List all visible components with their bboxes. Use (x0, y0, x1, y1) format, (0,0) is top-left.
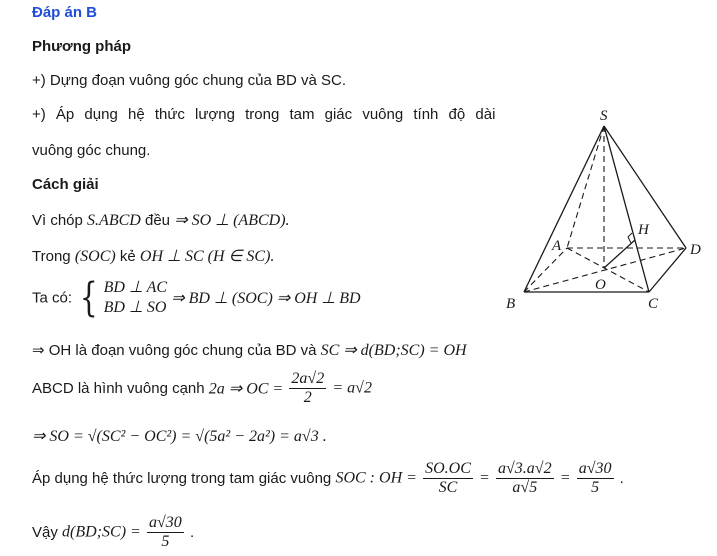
label-C: C (648, 296, 659, 312)
l5-math-a: 2a ⇒ OC = (208, 380, 284, 398)
label-D: D (690, 242, 701, 258)
solution-heading: Cách giải (32, 176, 99, 193)
l7-fraction-1 (423, 460, 473, 497)
edge-CD (649, 248, 686, 292)
l4-math: SC ⇒ d(BD;SC) = OH (320, 342, 467, 359)
edge-BA (524, 248, 567, 292)
l1-pyramid: S.ABCD (87, 212, 141, 229)
l3-math: ⇒ BD ⊥ (SOC) ⇒ OH ⊥ BD (171, 290, 361, 307)
edge-SC (604, 126, 649, 292)
l7-f3-num: a√30 (578, 460, 612, 477)
l7-math-a: SOC : OH = (335, 469, 417, 487)
l8-frac-den: 5 (161, 533, 170, 550)
pyramid-diagram (500, 100, 715, 320)
l3-system (76, 275, 168, 321)
l4-arrow: ⇒ (32, 342, 45, 359)
edge-SA (567, 126, 604, 248)
solution-line-8 (32, 514, 194, 551)
l7-fraction-3 (577, 460, 614, 497)
answer-title: Đáp án B (32, 4, 98, 21)
edge-SB (524, 126, 604, 292)
l5-frac-den: 2 (303, 389, 312, 406)
l6-math: ⇒ SO = √(SC² − OC²) = √(5a² − 2a²) = a√3 . (32, 428, 327, 445)
l7-f1-num: SO.OC (425, 460, 471, 477)
label-S: S (600, 108, 608, 124)
l8-fraction (147, 514, 184, 551)
solution-line-7 (32, 460, 624, 497)
l5-math-b: = a√2 (332, 379, 372, 397)
label-A: A (552, 238, 562, 254)
l8-frac-num: a√30 (148, 514, 182, 531)
solution-line-3 (32, 275, 361, 321)
l2-text: Trong (32, 248, 71, 265)
l1-text: Vì chóp (32, 212, 83, 229)
l7-text: Áp dụng hệ thức lượng trong tam giác vuông (32, 470, 332, 487)
solution-line-5 (32, 370, 372, 407)
label-H: H (638, 222, 649, 238)
diagonal-AC (567, 248, 649, 292)
period: . (189, 524, 195, 541)
l7-fraction-2 (496, 460, 554, 497)
method-heading: Phương pháp (32, 38, 132, 55)
l1-math: ⇒ SO ⊥ (ABCD). (174, 212, 290, 229)
solution-line-1 (32, 210, 290, 230)
left-brace: { (80, 275, 98, 321)
equals-sign: = (559, 469, 571, 487)
l1-mid: đều (145, 212, 171, 229)
l4-text: OH là đoạn vuông góc chung của BD và (48, 342, 317, 359)
l5-text: ABCD là hình vuông cạnh (32, 380, 205, 397)
l2-plane: (SOC) (74, 248, 116, 265)
l7-f3-den: 5 (591, 479, 600, 496)
method-step-1: +) Dựng đoạn vuông góc chung của BD và SC. (32, 72, 346, 89)
solution-line-2 (32, 246, 274, 266)
l7-f2-den: a√5 (512, 479, 538, 496)
l3-sys-row-2: BD ⊥ SO (103, 299, 167, 316)
label-O: O (595, 277, 606, 293)
method-step-3: vuông góc chung. (32, 142, 151, 159)
l7-f1-den: SC (438, 479, 458, 496)
l8-math: d(BD;SC) = (62, 523, 141, 541)
l7-f2-num: a√3.a√2 (498, 460, 552, 477)
equals-sign: = (479, 469, 490, 487)
right-angle-mark (628, 233, 632, 243)
l2-mid: kẻ (119, 248, 136, 265)
segment-OH (604, 240, 635, 268)
solution-line-4 (32, 340, 467, 360)
l3-text: Ta có: (32, 289, 73, 307)
l8-text: Vậy (32, 524, 58, 541)
l2-math: OH ⊥ SC (H ∈ SC). (139, 248, 275, 265)
label-B: B (506, 296, 516, 312)
l3-sys-row-1: BD ⊥ AC (103, 279, 168, 296)
solution-line-6 (32, 426, 327, 446)
period: . (619, 470, 624, 487)
l5-fraction (289, 370, 326, 407)
l5-frac-num: 2a√2 (291, 370, 325, 387)
method-step-2: +) Áp dụng hệ thức lượng trong tam giác vuông tính độ dài (32, 106, 496, 123)
